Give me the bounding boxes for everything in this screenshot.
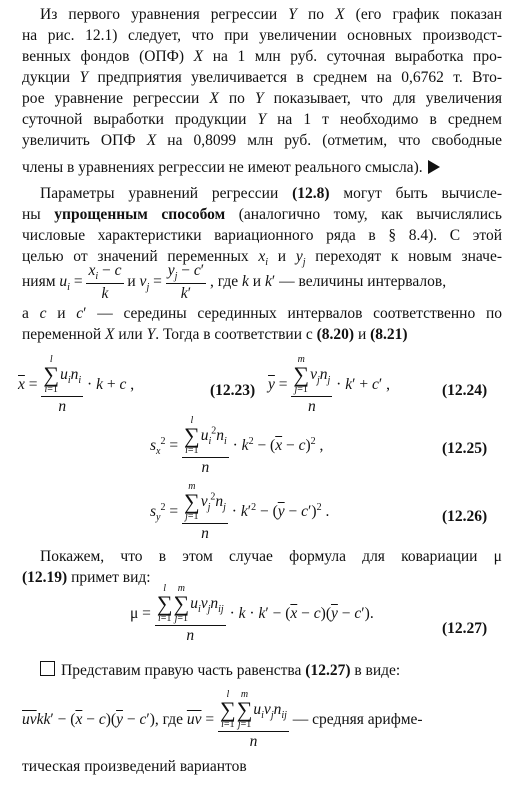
- equation-number: (12.23): [210, 382, 256, 399]
- text-line: члены в уравнениях регрессии не имеют реального смысла).: [22, 157, 502, 178]
- text-line: Покажем, что в этом случае формула для ковариации μ: [40, 548, 502, 565]
- text-line: рое уравнение регрессии X по Y показывает, что для увеличения: [22, 90, 503, 107]
- equation-12-27: μ = l ∑ i=1 m ∑ j=1 $u_iv_jn_{ij}$ n · $k \cdot k' - (\overline{x} - c)(\overline{y} - c')$.: [130, 583, 374, 644]
- text-line: числовые характеристики вариационного ряда в § 8.4). С этой: [22, 227, 502, 244]
- equation-number: (12.24): [442, 382, 488, 399]
- proof-start-square-icon: [40, 661, 55, 676]
- equation-number: (12.25): [442, 440, 488, 457]
- text-line: а c и c′ — середины серединных интервалов соответственно по: [22, 305, 502, 322]
- text-line: суточной выработки продукции Y на 1 т необходимо в среднем: [22, 111, 502, 128]
- equation-number: (12.26): [442, 508, 488, 525]
- product-mean-line: $\overline{uv}kk' - (\overline{x} - c)(\overline{y} - c')$, где $\overline{uv}$ = l ∑ i=1 m ∑ j=1 $u_iv_jn_{ij}$ n — средняя арифме-: [22, 689, 423, 750]
- text-line: переменной X или Y. Тогда в соответствии с (8.20) и (8.21): [22, 326, 408, 343]
- text-line: ны упрощенным способом (аналогично тому, как вычислялись: [22, 206, 502, 223]
- end-proof-triangle-icon: [428, 160, 440, 174]
- substitution-line: ниям $u_i$ = $\frac{x_i - c}{k}$ и $v_j$ = $\frac{y_j - c'}{k'}$ , где k и k′ — величины интервалов,: [22, 262, 447, 303]
- equation-12-24: $\overline{y}$ = m ∑ j=1 $v_jn_j$ n · k′ + c′ ,: [268, 354, 391, 415]
- text-line: тическая произведений вариантов: [22, 758, 247, 775]
- equation-12-25: $s_x^2$ = l ∑ i=1 $u_i^2n_i$ n · $k^2 - (\overline{x} - c)^2$ ,: [150, 415, 324, 476]
- text-line: венных фондов (ОПФ) X на 1 млн руб. суточная выработка про-: [22, 48, 502, 65]
- equation-12-26: $s_y^2$ = m ∑ j=1 $v_j^2n_j$ n · $k'^2 - (\overline{y} - c')^2$ .: [150, 481, 330, 542]
- text-line: Представим правую часть равенства (12.27) в виде:: [22, 660, 502, 681]
- text-line: на рис. 12.1) следует, что при увеличении основных производст-: [22, 27, 502, 44]
- text-line: дукции Y предприятия увеличивается в среднем на 0,6762 т. Вто-: [22, 69, 502, 86]
- text-line: увеличить ОПФ X на 0,8099 млн руб. (отметим, что свободные: [22, 132, 502, 149]
- text-line: (12.19) примет вид:: [22, 569, 151, 586]
- equation-12-23: $\overline{x}$ = l ∑ i=1 $u_in_i$ n · k + c ,: [18, 354, 135, 415]
- text-line: Параметры уравнений регрессии (12.8) могут быть вычисле-: [40, 185, 502, 202]
- equation-number: (12.27): [442, 620, 488, 637]
- text-line: Из первого уравнения регрессии Y по X (его график показан: [40, 6, 502, 23]
- text-line: целью от значений переменных $x_i$ и $y_j$ переходят к новым значе-: [22, 248, 502, 269]
